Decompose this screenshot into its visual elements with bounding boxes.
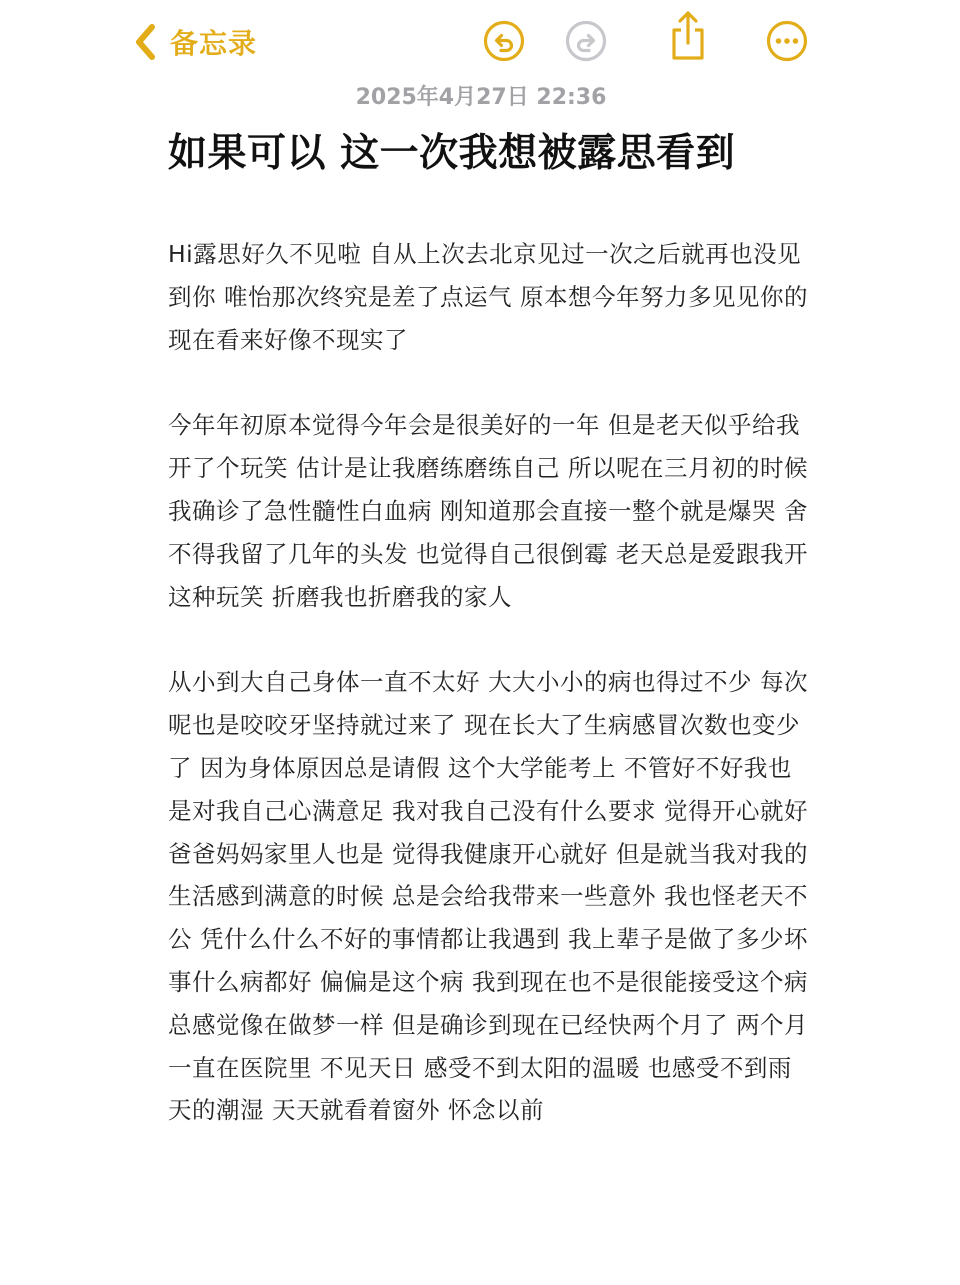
note-body[interactable] <box>168 233 808 1175</box>
note-title[interactable]: 如果可以 这一次我想被露思看到 <box>168 131 736 176</box>
share-button[interactable] <box>666 14 710 58</box>
share-icon <box>666 10 710 62</box>
note-paragraph[interactable]: 从小到大自己身体一直不太好 大大小小的病也得过不少 每次呢也是咬咬牙坚持就过来了 现在长大了生病感冒次数也变少了 因为身体原因总是请假 这个大学能考上 不管好不好我也是对我自己心满意足 我对我自己没有什么要求 觉得开心就好 爸爸妈妈家里人也是 觉得我健康开心就好 但是就当我对我的生活感到满意的时候 总是会给我带来一些意外 我也怪老天不公 凭什么什么不好的事情都让我遇到 我上辈子是做了多少坏事什么病都好 偏偏是这个病 我到现在也不是很能接受这个病 总感觉像在做梦一样 但是确诊到现在已经快两个月了 两个月一直在医院里 不见天日 感受不到太阳的温暖 也感受不到雨天的潮湿 天天就看着窗外 怀念以前 <box>168 668 808 1125</box>
redo-icon <box>564 19 608 63</box>
note-paragraph[interactable]: Hi露思好久不见啦 自从上次去北京见过一次之后就再也没见到你 唯怡那次终究是差了点运气 原本想今年努力多见见你的 现在看来好像不现实了 <box>168 240 808 354</box>
navigation-bar <box>0 0 960 80</box>
undo-button[interactable] <box>482 19 526 63</box>
back-label: 备忘录 <box>170 27 258 60</box>
back-button[interactable] <box>134 20 257 64</box>
undo-icon <box>482 19 526 63</box>
more-icon <box>765 19 809 63</box>
redo-button[interactable] <box>564 19 608 63</box>
chevron-left-icon <box>134 23 156 61</box>
note-paragraph[interactable]: 今年年初原本觉得今年会是很美好的一年 但是老天似乎给我开了个玩笑 估计是让我磨练磨练自己 所以呢在三月初的时候我确诊了急性髓性白血病 刚知道那会直接一整个就是爆哭 舍不得我留了几年的头发 也觉得自己很倒霉 老天总是爱跟我开这种玩笑 折磨我也折磨我的家人 <box>168 411 808 611</box>
note-date: 2025年4月27日 22:36 <box>355 85 607 110</box>
more-button[interactable] <box>765 19 809 63</box>
